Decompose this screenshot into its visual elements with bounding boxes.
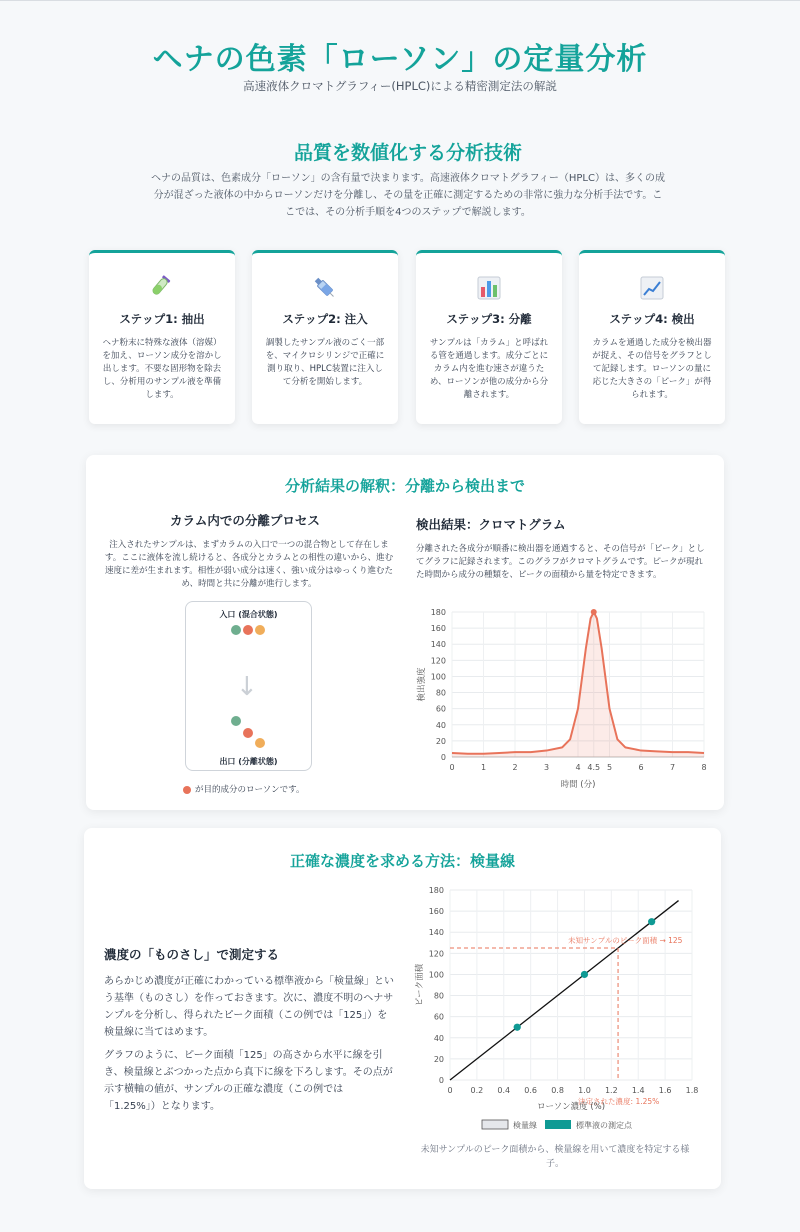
legend-label-line: 検量線 xyxy=(513,1121,537,1130)
y-tick-label: 0 xyxy=(440,753,446,762)
step-card-extraction xyxy=(89,250,235,424)
y-tick-label: 80 xyxy=(435,688,446,698)
separation-text: 注入されたサンプルは、まずカラムの入口で一つの混合物として存在します。ここに液体を流し続けると、各成分とカラムとの相性の違いから、進む速度に差が生まれます。相性が弱い成分は速く、強い成分はゆっくり進むため、時間と共に分離が進行します。 xyxy=(104,540,394,589)
calibration-paragraph-2: グラフのように、ピーク面積「125」の高さから水平に線を引き、検量線とぶつかった点から真下に線を下ろします。その点が示す横軸の値が、サンプルの正確な濃度（この例では「1.25%」）となります。 xyxy=(104,1050,393,1112)
chromatogram-heading: 検出結果：クロマトグラム xyxy=(416,517,566,532)
x-tick-label: 0.2 xyxy=(470,1086,484,1095)
y-tick-label: 140 xyxy=(428,928,444,938)
step-title: ステップ4: 検出 xyxy=(609,312,695,326)
standard-point xyxy=(581,971,588,978)
calibration-line xyxy=(450,901,679,1080)
step-card-detection xyxy=(579,250,725,424)
x-tick-label: 0 xyxy=(449,763,455,772)
y-tick-label: 100 xyxy=(428,970,444,980)
y-tick-label: 20 xyxy=(435,736,446,746)
x-tick-label: 4.5 xyxy=(587,763,601,772)
step-title: ステップ2: 注入 xyxy=(282,312,368,326)
lawsone-note xyxy=(183,783,304,795)
x-tick-label: 6 xyxy=(638,763,644,772)
y-tick-label: 100 xyxy=(430,672,446,682)
x-tick-label: 8 xyxy=(701,763,707,772)
separated-dot-green xyxy=(231,716,241,726)
x-axis-title: ローソン濃度 (%) xyxy=(536,1102,606,1112)
x-tick-label: 1.4 xyxy=(631,1086,645,1095)
intro-heading: 品質を数値化する分析技術 xyxy=(293,142,522,164)
step-title: ステップ3: 分離 xyxy=(446,312,532,326)
step-text: 調製したサンプル液のごく一部を、マイクロシリンジで正確に測り取り、HPLC装置に注入して分析を開始します。 xyxy=(265,338,385,387)
x-tick-label: 1.2 xyxy=(604,1086,618,1095)
y-tick-label: 80 xyxy=(433,991,444,1001)
calibration-paragraph-1: あらかじめ濃度が正確にわかっている標準液から「検量線」という基準（ものさし）を作っておきます。次に、濃度不明のヘナサンプルを分析し、得られたピーク面積（この例では「125」）を検量線に当てはめます。 xyxy=(104,976,394,1038)
component-dot-lawsone xyxy=(243,625,253,635)
x-tick-label: 0.4 xyxy=(497,1086,511,1095)
top-divider xyxy=(0,0,800,1)
x-axis-title: 時間 (分) xyxy=(560,780,596,790)
separation-heading: カラム内での分離プロセス xyxy=(170,513,320,528)
inlet-label: 入口 (混合状態) xyxy=(219,610,278,619)
outlet-label: 出口 (分離状態) xyxy=(219,757,278,766)
step-text: カラムを通過した成分を検出器が捉え、その信号をグラフとして記録します。ローソンの量に応じた大きさの「ピーク」が得られます。 xyxy=(592,338,712,400)
standard-point xyxy=(648,918,655,925)
step-title: ステップ1: 抽出 xyxy=(119,312,205,326)
x-tick-label: 0 xyxy=(447,1086,453,1095)
page-title: ヘナの色素「ローソン」の定量分析 xyxy=(152,42,648,77)
arrow-down-icon: ↓ xyxy=(236,672,258,702)
y-tick-label: 0 xyxy=(438,1076,444,1085)
separated-dot-lawsone xyxy=(243,728,253,738)
y-tick-label: 60 xyxy=(435,704,446,714)
line-chart-icon xyxy=(639,275,665,301)
x-tick-label: 7 xyxy=(669,763,676,772)
standard-point xyxy=(514,1024,521,1031)
y-tick-label: 120 xyxy=(428,949,444,959)
y-axis-title: ピーク面積 xyxy=(415,963,425,1007)
syringe-icon xyxy=(312,275,338,301)
test-tube-icon xyxy=(149,275,175,301)
calibration-heading: 正確な濃度を求める方法：検量線 xyxy=(289,852,515,870)
legend-dot xyxy=(183,786,191,794)
component-dot-green xyxy=(231,625,241,635)
y-tick-label: 180 xyxy=(430,608,446,617)
legend-label-points: 標準液の測定点 xyxy=(576,1121,632,1130)
x-tick-label: 1.6 xyxy=(658,1086,672,1095)
concentration-annotation: 決定された濃度: 1.25% xyxy=(578,1097,660,1106)
y-tick-label: 60 xyxy=(433,1012,444,1022)
legend-swatch-line xyxy=(482,1120,508,1129)
separated-dot-orange xyxy=(255,738,265,748)
chromatogram-text: 分離された各成分が順番に検出器を通過すると、その信号が「ピーク」としてグラフに記録されます。このグラフがクロマトグラムです。ピークが現れた時間から成分の種類を、ピークの面積から量を特定できます。 xyxy=(416,544,705,580)
x-tick-label: 1.0 xyxy=(578,1086,591,1095)
y-tick-label: 40 xyxy=(435,720,446,730)
x-tick-label: 1 xyxy=(480,763,487,772)
y-tick-label: 160 xyxy=(430,624,446,634)
y-tick-label: 40 xyxy=(433,1033,444,1043)
unknown-area-annotation: 未知サンプルのピーク面積 → 125 xyxy=(568,936,683,946)
y-tick-label: 20 xyxy=(433,1054,444,1064)
step-text: サンプルは「カラム」と呼ばれる管を通過します。成分ごとにカラム内を進む速さが違うため、ローソンが他の成分から分離されます。 xyxy=(429,338,549,400)
step-text: ヘナ粉末に特殊な液体（溶媒）を加え、ローソン成分を溶かし出します。不要な固形物を除去し、分析用のサンプル液を準備します。 xyxy=(102,338,222,400)
calibration-subheading: 濃度の「ものさし」で測定する xyxy=(104,947,280,962)
y-axis-title: 検出強度 xyxy=(417,667,427,702)
y-tick-label: 160 xyxy=(428,907,444,917)
y-tick-label: 180 xyxy=(428,886,444,895)
bar-chart-icon xyxy=(476,275,502,301)
x-tick-label: 0.6 xyxy=(524,1086,538,1095)
y-tick-label: 140 xyxy=(430,640,446,650)
step-card-separation xyxy=(416,250,562,424)
y-tick-label: 120 xyxy=(430,656,446,666)
x-tick-label: 5 xyxy=(606,763,613,772)
calibration-caption: 未知サンプルのピーク面積から、検量線を用いて濃度を特定する様子。 xyxy=(420,1145,690,1169)
x-tick-label: 0.8 xyxy=(551,1086,564,1095)
x-tick-label: 3 xyxy=(543,763,550,772)
intro-text: ヘナの品質は、色素成分「ローソン」の含有量で決まります。高速液体クロマトグラフィー（HPLC）は、多くの成分が混ざった液体の中からローソンだけを分離し、その量を正確に測定するための非常に強力な分析手法です。ここでは、その分析手順を4つのステップで解説します。 xyxy=(151,173,665,218)
legend-swatch-points xyxy=(545,1120,571,1129)
peak-point xyxy=(591,609,597,615)
step-card-injection xyxy=(252,250,398,424)
calibration-chart xyxy=(412,880,712,1135)
x-tick-label: 2 xyxy=(512,763,518,772)
lawsone-note-text: が目的成分のローソンです。 xyxy=(195,785,305,795)
x-tick-label: 4 xyxy=(575,763,581,772)
analysis-heading: 分析結果の解釈：分離から検出まで xyxy=(284,477,525,495)
component-dot-orange xyxy=(255,625,265,635)
chromatogram-chart xyxy=(412,604,712,794)
page-subtitle: 高速液体クロマトグラフィー(HPLC)による精密測定法の解説 xyxy=(243,79,557,93)
x-tick-label: 1.8 xyxy=(685,1086,699,1095)
